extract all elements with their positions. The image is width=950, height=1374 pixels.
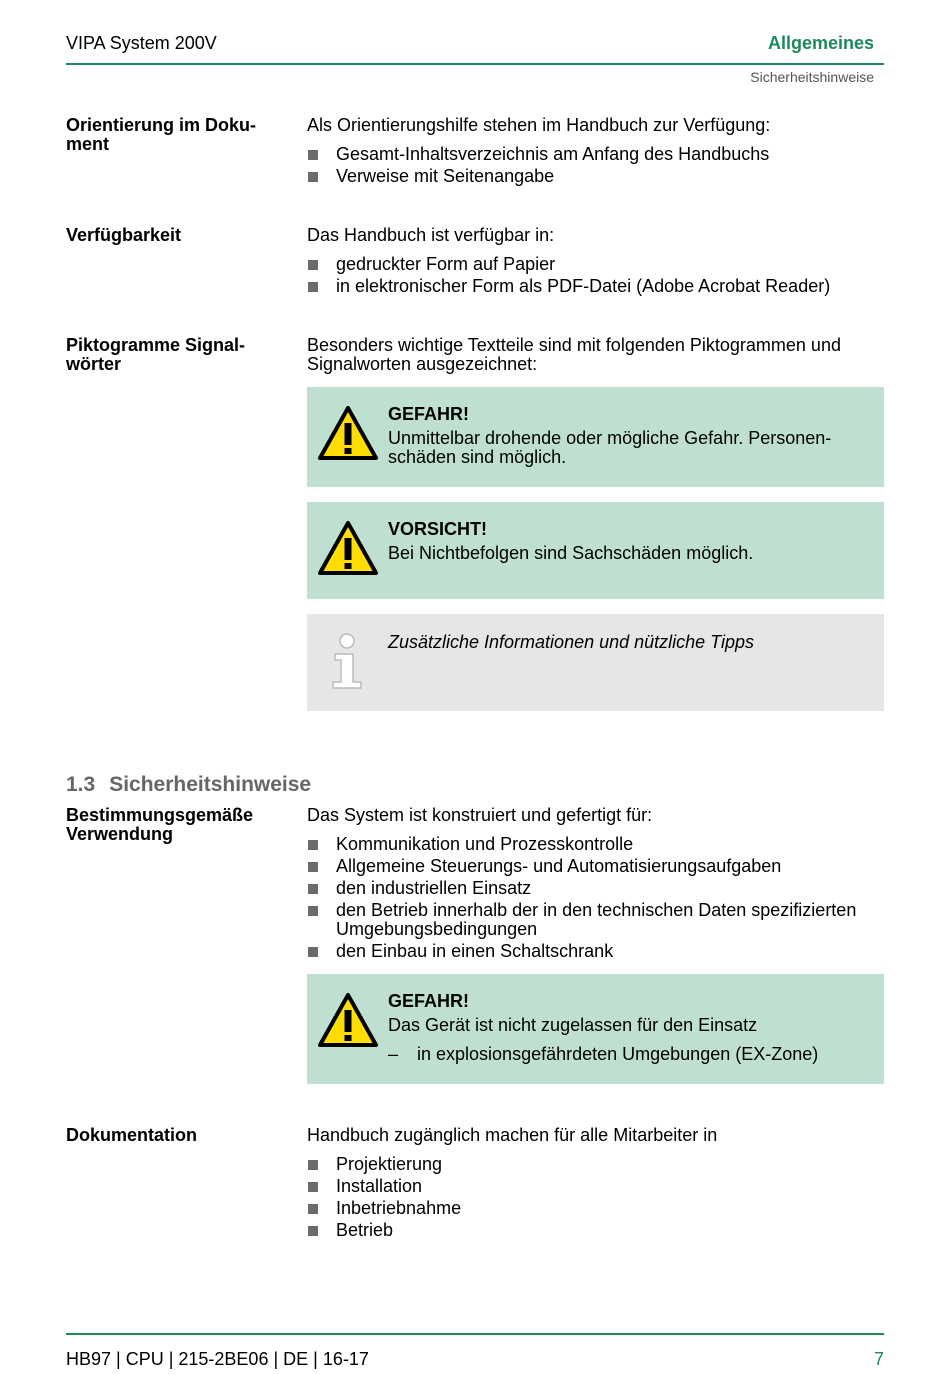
bestimmung-content [307, 806, 884, 964]
footer-divider [66, 1333, 884, 1335]
dash-item-text: in explosionsgefährdeten Umgebungen (EX-Zone) [417, 1044, 819, 1064]
header-document-title: VIPA System 200V [66, 33, 217, 53]
list-item: Inbetriebnahme [307, 1199, 884, 1218]
verfuegbarkeit-list [307, 255, 884, 296]
verfuegbarkeit-content [307, 226, 884, 299]
gefahr-box [307, 387, 884, 487]
vorsicht-box [307, 502, 884, 599]
section-number: 1.3 [66, 773, 96, 796]
einsatz-gefahr-signal-word: GEFAHR! [388, 991, 469, 1011]
bestimmung-label: Bestimmungsgemäße Verwendung [66, 805, 254, 844]
orientierung-list [307, 145, 884, 186]
info-icon [329, 632, 365, 695]
verfuegbarkeit-intro: Das Handbuch ist verfügbar in: [307, 225, 555, 245]
page-number: 7 [873, 1349, 884, 1369]
piktogramme-intro: Besonders wichtige Textteile sind mit folgenden Piktogrammen und Signalworten ausgezeichnet: [307, 335, 841, 374]
header-section-title: Sicherheitshinweise [750, 69, 874, 85]
orientierung-content [307, 116, 884, 189]
footer-document-id: HB97 | CPU | 215-2BE06 | DE | 16-17 [66, 1349, 369, 1369]
vorsicht-text: Bei Nichtbefolgen sind Sachschäden möglich. [388, 543, 754, 563]
list-item: gedruckter Form auf Papier [307, 255, 884, 274]
list-item: Betrieb [307, 1221, 884, 1240]
einsatz-gefahr-box [307, 974, 884, 1084]
list-item: in elektronischer Form als PDF-Datei (Adobe Acrobat Reader) [307, 277, 884, 296]
dokumentation-content [307, 1126, 884, 1243]
info-box [307, 614, 884, 711]
list-item: den industriellen Einsatz [307, 879, 884, 898]
einsatz-gefahr-text: Das Gerät ist nicht zugelassen für den Einsatz [388, 1015, 758, 1035]
einsatz-gefahr-dash-item [388, 1045, 864, 1064]
dokumentation-list [307, 1155, 884, 1240]
warning-triangle-icon [317, 520, 379, 581]
list-item: Gesamt-Inhaltsverzeichnis am Anfang des Handbuchs [307, 145, 884, 164]
gefahr-signal-word: GEFAHR! [388, 404, 469, 424]
list-item: Verweise mit Seitenangabe [307, 167, 884, 186]
verfuegbarkeit-label: Verfügbarkeit [66, 225, 182, 245]
list-item: Projektierung [307, 1155, 884, 1174]
bestimmung-list [307, 835, 884, 961]
warning-triangle-icon [317, 405, 379, 466]
header-divider [66, 63, 884, 65]
dash-marker: – [388, 1044, 399, 1064]
dokumentation-intro: Handbuch zugänglich machen für alle Mitarbeiter in [307, 1125, 718, 1145]
list-item: den Betrieb innerhalb der in den technischen Daten spezifizierten Umgebungsbedingungen [307, 901, 884, 939]
list-item: Kommunikation und Prozesskontrolle [307, 835, 884, 854]
dokumentation-label: Dokumentation [66, 1125, 198, 1145]
piktogramme-label: Piktogramme Signal- wörter [66, 335, 246, 374]
header-chapter-title: Allgemeines [767, 33, 874, 53]
list-item: den Einbau in einen Schaltschrank [307, 942, 884, 961]
list-item: Allgemeine Steuerungs- und Automatisierungsaufgaben [307, 857, 884, 876]
orientierung-label: Orientierung im Doku- ment [66, 115, 257, 154]
list-item: Installation [307, 1177, 884, 1196]
vorsicht-signal-word: VORSICHT! [388, 519, 487, 539]
warning-triangle-icon [317, 992, 379, 1053]
orientierung-intro: Als Orientierungshilfe stehen im Handbuch zur Verfügung: [307, 115, 771, 135]
gefahr-text: Unmittelbar drohende oder mögliche Gefahr. Personen- schäden sind möglich. [388, 428, 832, 467]
section-heading [66, 773, 311, 797]
info-text: Zusätzliche Informationen und nützliche Tipps [388, 632, 755, 652]
bestimmung-intro: Das System ist konstruiert und gefertigt für: [307, 805, 653, 825]
section-title: Sicherheitshinweise [109, 773, 312, 796]
